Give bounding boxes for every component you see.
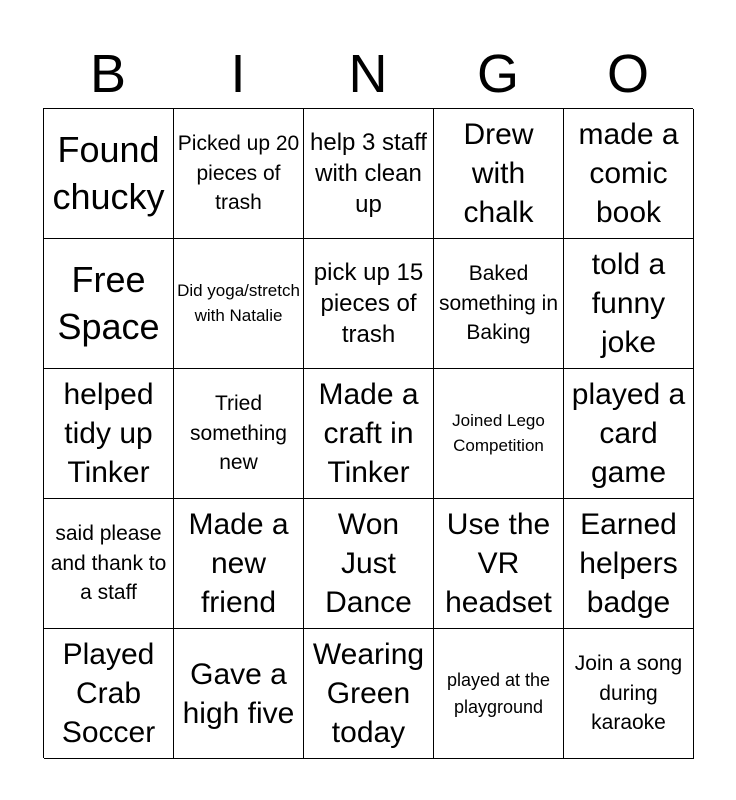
cell-text: Won Just Dance (325, 508, 412, 619)
bingo-cell[interactable] (434, 239, 564, 369)
bingo-cell[interactable] (44, 239, 174, 369)
bingo-cell[interactable] (304, 499, 434, 629)
cell-text: Made a new friend (188, 508, 289, 619)
bingo-cell[interactable] (434, 369, 564, 499)
cell-text: Use the VR headset (445, 508, 552, 619)
cell-text: Drew with chalk (463, 118, 534, 229)
bingo-cell[interactable] (44, 109, 174, 239)
cell-text: help 3 staff with clean up (310, 128, 427, 219)
bingo-board (43, 108, 693, 758)
bingo-cell[interactable] (174, 629, 304, 759)
bingo-cell[interactable] (434, 109, 564, 239)
cell-text: Found chucky (52, 128, 165, 217)
cell-text: played at the playground (446, 669, 551, 717)
bingo-cell[interactable] (564, 499, 694, 629)
header-letter-b: B (89, 44, 127, 104)
cell-text: Made a craft in Tinker (318, 378, 419, 489)
cell-text: made a comic book (578, 118, 679, 229)
cell-text: Did yoga/stretch with Natalie (177, 280, 300, 325)
bingo-cell[interactable] (564, 369, 694, 499)
bingo-cell[interactable] (434, 499, 564, 629)
bingo-cell[interactable] (304, 239, 434, 369)
header-letter-n: N (348, 44, 388, 104)
bingo-cell[interactable] (564, 629, 694, 759)
bingo-header (43, 40, 693, 108)
cell-text: helped tidy up Tinker (63, 378, 154, 489)
cell-text: played a card game (571, 378, 686, 489)
bingo-cell[interactable] (304, 629, 434, 759)
cell-text: Baked something in Baking (438, 262, 559, 345)
bingo-cell[interactable] (44, 369, 174, 499)
bingo-cell[interactable] (44, 499, 174, 629)
cell-text: Earned helpers badge (579, 508, 678, 619)
cell-text: Picked up 20 pieces of trash (177, 132, 300, 215)
bingo-cell[interactable] (174, 239, 304, 369)
bingo-cell[interactable] (564, 239, 694, 369)
cell-text: Join a song during karaoke (574, 652, 683, 735)
cell-text: Joined Lego Competition (452, 410, 545, 455)
cell-text: pick up 15 pieces of trash (313, 258, 424, 349)
bingo-cell[interactable] (304, 109, 434, 239)
cell-text: Gave a high five (182, 657, 295, 730)
cell-text: said please and thank to a staff (50, 522, 167, 605)
header-letter-o: O (606, 44, 649, 104)
cell-text: Tried something new (190, 392, 287, 475)
header-letter-g: G (476, 44, 519, 104)
cell-text: Wearing Green today (312, 638, 425, 749)
bingo-cell[interactable] (304, 369, 434, 499)
bingo-cell[interactable] (174, 499, 304, 629)
cell-text: told a funny joke (591, 248, 666, 359)
bingo-cell[interactable] (564, 109, 694, 239)
bingo-cell[interactable] (174, 369, 304, 499)
bingo-cell[interactable] (434, 629, 564, 759)
bingo-cell[interactable] (44, 629, 174, 759)
header-letter-i: I (230, 44, 246, 104)
free-space-text: Free Space (57, 258, 160, 347)
cell-text: Played Crab Soccer (61, 638, 156, 749)
bingo-cell[interactable] (174, 109, 304, 239)
